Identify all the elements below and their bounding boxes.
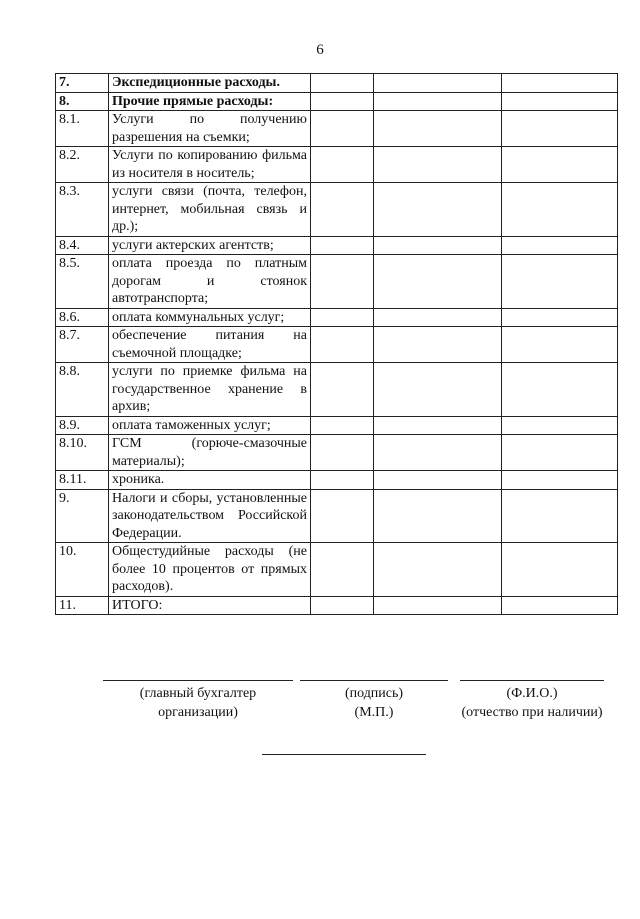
amount-cell-a — [311, 236, 374, 255]
signature-field — [300, 680, 448, 722]
row-expense-name: Налоги и сборы, установленные законодательством Российской Федерации. — [109, 489, 311, 543]
signature-line — [300, 680, 448, 681]
row-expense-name: ИТОГО: — [109, 596, 311, 615]
row-expense-name: услуги актерских агентств; — [109, 236, 311, 255]
row-expense-name: оплата проезда по платным дорогам и стоянок автотранспорта; — [109, 255, 311, 309]
amount-cell-b — [374, 92, 502, 111]
page-number: 6 — [316, 42, 324, 58]
amount-cell-c — [502, 147, 618, 183]
row-number: 8.2. — [56, 147, 109, 183]
row-number: 8.4. — [56, 236, 109, 255]
table-row — [56, 308, 618, 327]
amount-cell-a — [311, 74, 374, 93]
amount-cell-c — [502, 489, 618, 543]
row-number: 8.6. — [56, 308, 109, 327]
table-row — [56, 416, 618, 435]
table-row — [56, 183, 618, 237]
amount-cell-a — [311, 183, 374, 237]
amount-cell-c — [502, 183, 618, 237]
amount-cell-b — [374, 596, 502, 615]
expense-table-body — [56, 74, 618, 615]
row-number: 8.9. — [56, 416, 109, 435]
amount-cell-b — [374, 147, 502, 183]
row-expense-name: услуги по приемке фильма на государственное хранение в архив; — [109, 363, 311, 417]
amount-cell-a — [311, 147, 374, 183]
row-expense-name: Экспедиционные расходы. — [109, 74, 311, 93]
amount-cell-c — [502, 111, 618, 147]
amount-cell-a — [311, 489, 374, 543]
amount-cell-c — [502, 543, 618, 597]
row-number: 8.5. — [56, 255, 109, 309]
amount-cell-a — [311, 416, 374, 435]
signature-block — [0, 680, 640, 740]
row-number: 9. — [56, 489, 109, 543]
accountant-signature-field — [103, 680, 293, 722]
amount-cell-c — [502, 416, 618, 435]
row-expense-name: Услуги по копированию фильма из носителя в носитель; — [109, 147, 311, 183]
amount-cell-a — [311, 363, 374, 417]
amount-cell-c — [502, 596, 618, 615]
amount-cell-b — [374, 183, 502, 237]
amount-cell-a — [311, 435, 374, 471]
amount-cell-a — [311, 111, 374, 147]
table-row — [56, 74, 618, 93]
amount-cell-b — [374, 74, 502, 93]
table-row — [56, 92, 618, 111]
table-row — [56, 363, 618, 417]
amount-cell-b — [374, 236, 502, 255]
expense-table — [55, 73, 618, 615]
amount-cell-b — [374, 471, 502, 490]
amount-cell-b — [374, 543, 502, 597]
amount-cell-c — [502, 327, 618, 363]
table-row — [56, 489, 618, 543]
amount-cell-c — [502, 435, 618, 471]
amount-cell-b — [374, 416, 502, 435]
amount-cell-c — [502, 363, 618, 417]
amount-cell-c — [502, 74, 618, 93]
amount-cell-b — [374, 363, 502, 417]
amount-cell-a — [311, 596, 374, 615]
table-row — [56, 596, 618, 615]
row-expense-name: оплата коммунальных услуг; — [109, 308, 311, 327]
row-expense-name: Услуги по получению разрешения на съемки; — [109, 111, 311, 147]
row-expense-name: Прочие прямые расходы: — [109, 92, 311, 111]
amount-cell-c — [502, 308, 618, 327]
amount-cell-c — [502, 92, 618, 111]
row-number: 8.11. — [56, 471, 109, 490]
row-number: 8.7. — [56, 327, 109, 363]
row-number: 8.10. — [56, 435, 109, 471]
fio-label-line1: (Ф.И.О.) — [506, 686, 558, 701]
amount-cell-a — [311, 471, 374, 490]
bottom-blank-line — [262, 754, 426, 755]
fio-signature-line — [460, 680, 604, 681]
table-row — [56, 435, 618, 471]
row-number: 8.8. — [56, 363, 109, 417]
row-expense-name: ГСМ (горюче-смазочные материалы); — [109, 435, 311, 471]
fio-label-line2: (отчество при наличии) — [461, 705, 603, 720]
row-expense-name: Общестудийные расходы (не более 10 процентов от прямых расходов). — [109, 543, 311, 597]
row-number: 10. — [56, 543, 109, 597]
amount-cell-b — [374, 111, 502, 147]
table-row — [56, 255, 618, 309]
row-number: 11. — [56, 596, 109, 615]
signature-label-line1: (подпись) — [344, 686, 404, 701]
table-row — [56, 543, 618, 597]
row-number: 8.3. — [56, 183, 109, 237]
table-row — [56, 327, 618, 363]
amount-cell-b — [374, 489, 502, 543]
row-expense-name: услуги связи (почта, телефон, интернет, мобильная связь и др.); — [109, 183, 311, 237]
row-expense-name: хроника. — [109, 471, 311, 490]
accountant-label-line2: организации) — [158, 705, 238, 720]
amount-cell-a — [311, 308, 374, 327]
amount-cell-a — [311, 543, 374, 597]
fio-field — [452, 680, 612, 722]
table-row — [56, 236, 618, 255]
table-row — [56, 147, 618, 183]
amount-cell-c — [502, 255, 618, 309]
amount-cell-a — [311, 327, 374, 363]
row-number: 8. — [56, 92, 109, 111]
accountant-signature-line — [103, 680, 293, 681]
amount-cell-c — [502, 236, 618, 255]
amount-cell-b — [374, 435, 502, 471]
table-row — [56, 471, 618, 490]
row-expense-name: обеспечение питания на съемочной площадке; — [109, 327, 311, 363]
amount-cell-b — [374, 308, 502, 327]
amount-cell-c — [502, 471, 618, 490]
accountant-label-line1: (главный бухгалтер — [139, 686, 257, 701]
amount-cell-a — [311, 255, 374, 309]
row-expense-name: оплата таможенных услуг; — [109, 416, 311, 435]
signature-label-line2: (М.П.) — [354, 705, 394, 720]
table-row — [56, 111, 618, 147]
row-number: 7. — [56, 74, 109, 93]
amount-cell-b — [374, 327, 502, 363]
amount-cell-b — [374, 255, 502, 309]
row-number: 8.1. — [56, 111, 109, 147]
amount-cell-a — [311, 92, 374, 111]
